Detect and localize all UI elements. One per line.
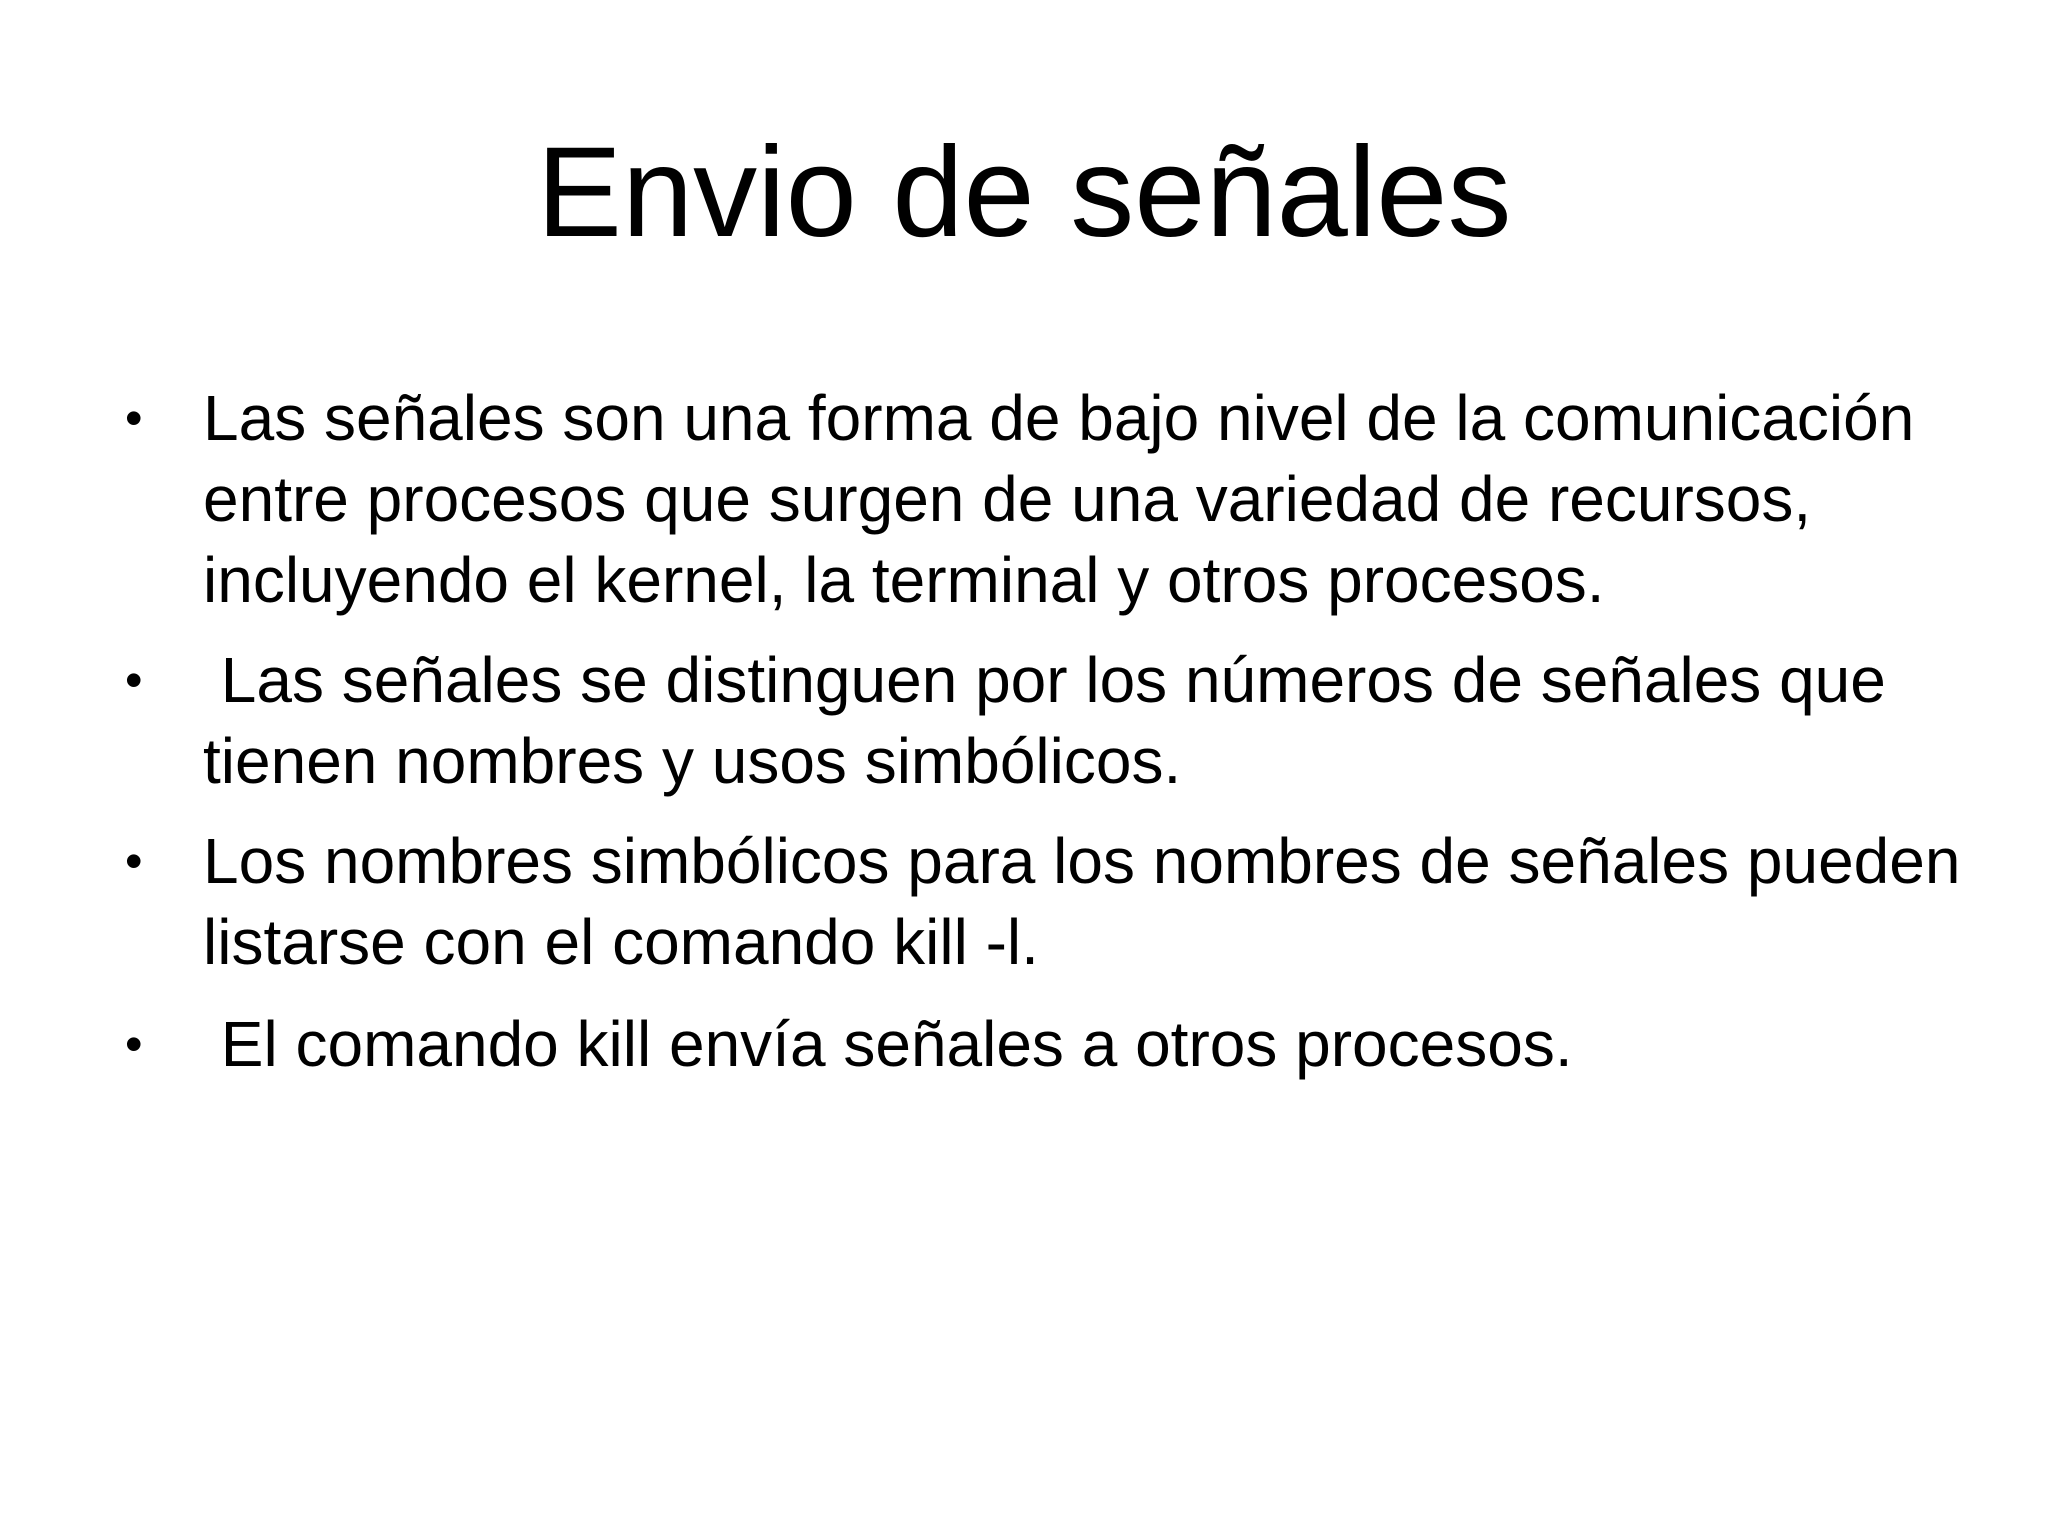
bullet-list	[0, 378, 2048, 1106]
bullet-icon: •	[125, 833, 143, 889]
bullet-icon: •	[125, 1016, 143, 1072]
bullet-text: Los nombres simbólicos para los nombres de señales pueden listarse con el comando kill -l.	[203, 825, 1979, 978]
bullet-text: Las señales son una forma de bajo nivel de la comunicación entre procesos que surgen de una variedad de recursos, incluyendo el kernel, la terminal y otros procesos.	[203, 382, 1933, 616]
bullet-item	[0, 1004, 1963, 1085]
bullet-text: El comando kill envía señales a otros procesos.	[203, 1008, 1573, 1080]
bullet-icon: •	[125, 652, 143, 708]
bullet-item	[0, 378, 1963, 621]
bullet-item	[0, 640, 1963, 802]
slide-title: Envio de señales	[536, 121, 1512, 264]
bullet-icon: •	[125, 390, 143, 446]
bullet-text: Las señales se distinguen por los números de señales que tienen nombres y usos simbólicos.	[203, 644, 1904, 797]
bullet-item	[0, 821, 1979, 983]
